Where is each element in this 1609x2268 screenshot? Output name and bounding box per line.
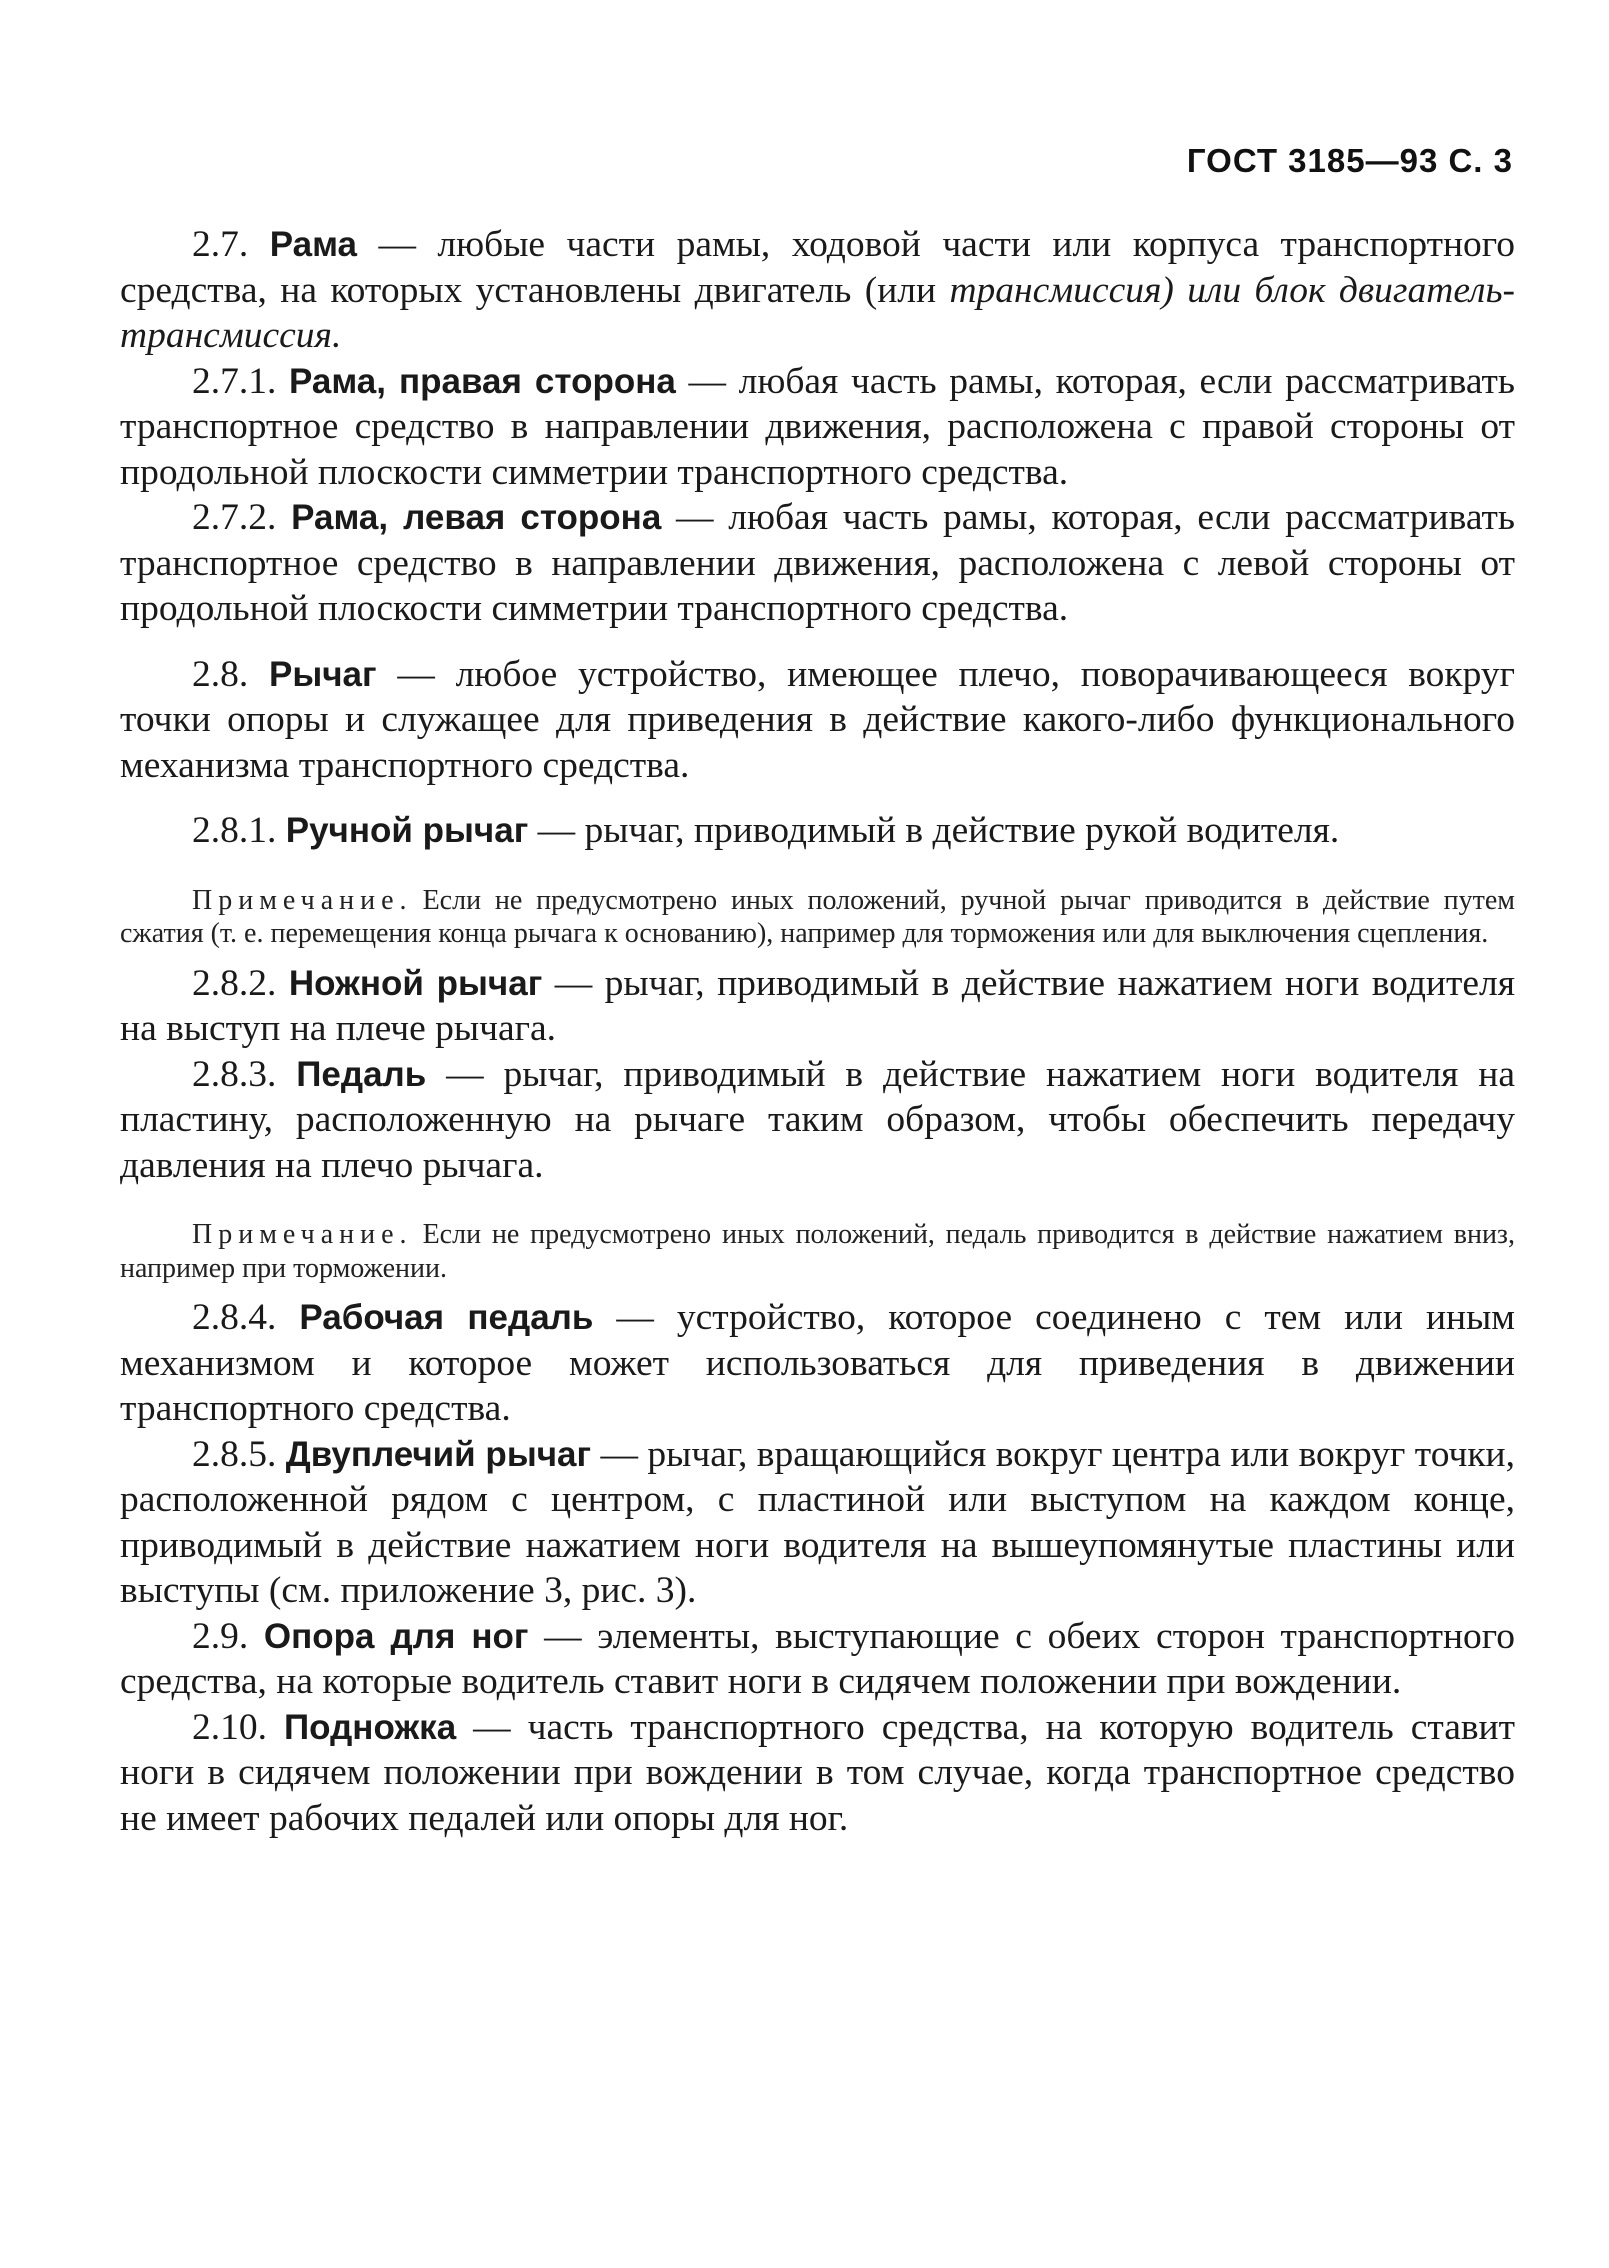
clause-term: Ручной рычаг bbox=[285, 811, 529, 850]
clause-term: Педаль bbox=[296, 1054, 427, 1094]
clause-2-8-5 bbox=[120, 1432, 1515, 1614]
clause-term: Рычаг bbox=[269, 654, 377, 694]
clause-number: 2.8.2. bbox=[192, 962, 277, 1004]
clause-2-8-1 bbox=[120, 808, 1515, 854]
note-hand-lever bbox=[120, 884, 1515, 951]
clause-definition: — элементы, выступающие с обеих сторон транспортного средства, на которые водитель ставит ноги в сидячем положении при вождении. bbox=[120, 1615, 1515, 1702]
clause-number: 2.8. bbox=[192, 653, 249, 695]
clause-number: 2.8.5. bbox=[192, 1433, 277, 1475]
clause-term: Двуплечий рычаг bbox=[285, 1434, 592, 1474]
running-header: ГОСТ 3185—93 С. 3 bbox=[1186, 142, 1513, 179]
clause-number: 2.10. bbox=[192, 1706, 267, 1748]
clause-number: 2.8.3. bbox=[192, 1053, 277, 1095]
clause-number: 2.7.1. bbox=[192, 360, 277, 402]
clause-term: Подножка bbox=[284, 1707, 457, 1747]
clause-2-8-4 bbox=[120, 1295, 1515, 1432]
document-body bbox=[120, 222, 1515, 1841]
clause-definition: — рычаг, приводимый в действие нажатием ноги водителя на пластину, расположенную на рычаге таким образом, чтобы обеспечить передачу давления на плечо рычага. bbox=[120, 1053, 1516, 1186]
clause-2-7 bbox=[120, 222, 1515, 359]
clause-2-8-3 bbox=[120, 1052, 1515, 1189]
clause-definition: — рычаг, приводимый в действие нажатием ноги водителя на выступ на плече рычага. bbox=[120, 962, 1515, 1049]
clause-2-8-2 bbox=[120, 961, 1515, 1052]
clause-term: Рабочая педаль bbox=[299, 1298, 594, 1337]
clause-definition: — устройство, которое соединено с тем или иным механизмом и которое может использоваться для приведения в движении транспортного средства. bbox=[120, 1297, 1516, 1429]
clause-number: 2.8.4. bbox=[192, 1297, 277, 1338]
clause-definition: — рычаг, вращающийся вокруг центра или вокруг точки, расположенной рядом с центром, с пластиной или выступом на каждом конце, приводимый в действие нажатием ноги водителя на вышеупомянутые пластины или выступы (см. приложение 3, рис. 3). bbox=[120, 1433, 1515, 1611]
clause-2-7-2 bbox=[120, 495, 1515, 632]
clause-number: 2.7. bbox=[192, 224, 249, 265]
note-label: Примечание. bbox=[192, 884, 413, 916]
clause-definition-italic: трансмиссия) или блок двигатель-трансмиссия. bbox=[120, 269, 1516, 356]
clause-definition: — часть транспортного средства, на которую водитель ставит ноги в сидячем положении при вождении в том случае, когда транспортное средство не имеет рабочих педалей или опоры для ног. bbox=[120, 1706, 1516, 1839]
clause-2-9 bbox=[120, 1614, 1515, 1705]
clause-2-8 bbox=[120, 652, 1515, 789]
clause-term: Опора для ног bbox=[263, 1616, 529, 1656]
clause-definition: — любые части рамы, ходовой части или корпуса транспортного средства, на которых установлены двигатель (или bbox=[120, 224, 1515, 311]
clause-definition: — рычаг, приводимый в действие рукой водителя. bbox=[528, 810, 1340, 851]
clause-number: 2.8.1. bbox=[192, 810, 277, 851]
note-text: Если не предусмотрено иных положений, ручной рычаг приводится в действие путем сжатия (т. е. перемещения конца рычага к основанию), например для торможения или для выключения сцепления. bbox=[120, 884, 1515, 949]
clause-definition: — любая часть рамы, которая, если рассматривать транспортное средство в направлении движения, расположена с правой стороны от продольной плоскости симметрии транспортного средства. bbox=[120, 360, 1515, 493]
note-pedal bbox=[120, 1218, 1515, 1285]
clause-number: 2.9. bbox=[192, 1615, 249, 1657]
clause-term: Рама bbox=[269, 225, 357, 264]
clause-number: 2.7.2. bbox=[192, 497, 277, 538]
clause-term: Рама, правая сторона bbox=[289, 361, 676, 401]
clause-definition: — любая часть рамы, которая, если рассматривать транспортное средство в направлении движения, расположена с левой стороны от продольной плоскости симметрии транспортного средства. bbox=[120, 497, 1515, 629]
clause-2-10 bbox=[120, 1705, 1515, 1842]
clause-2-7-1 bbox=[120, 359, 1515, 496]
note-label: Примечание. bbox=[192, 1219, 413, 1250]
clause-term: Рама, левая сторона bbox=[291, 498, 662, 537]
note-text: Если не предусмотрено иных положений, педаль приводится в действие нажатием вниз, например при торможении. bbox=[120, 1219, 1515, 1284]
clause-term: Ножной рычаг bbox=[288, 963, 543, 1003]
clause-definition: — любое устройство, имеющее плечо, поворачивающееся вокруг точки опоры и служащее для приведения в действие какого-либо функционального механизма транспортного средства. bbox=[120, 653, 1516, 786]
